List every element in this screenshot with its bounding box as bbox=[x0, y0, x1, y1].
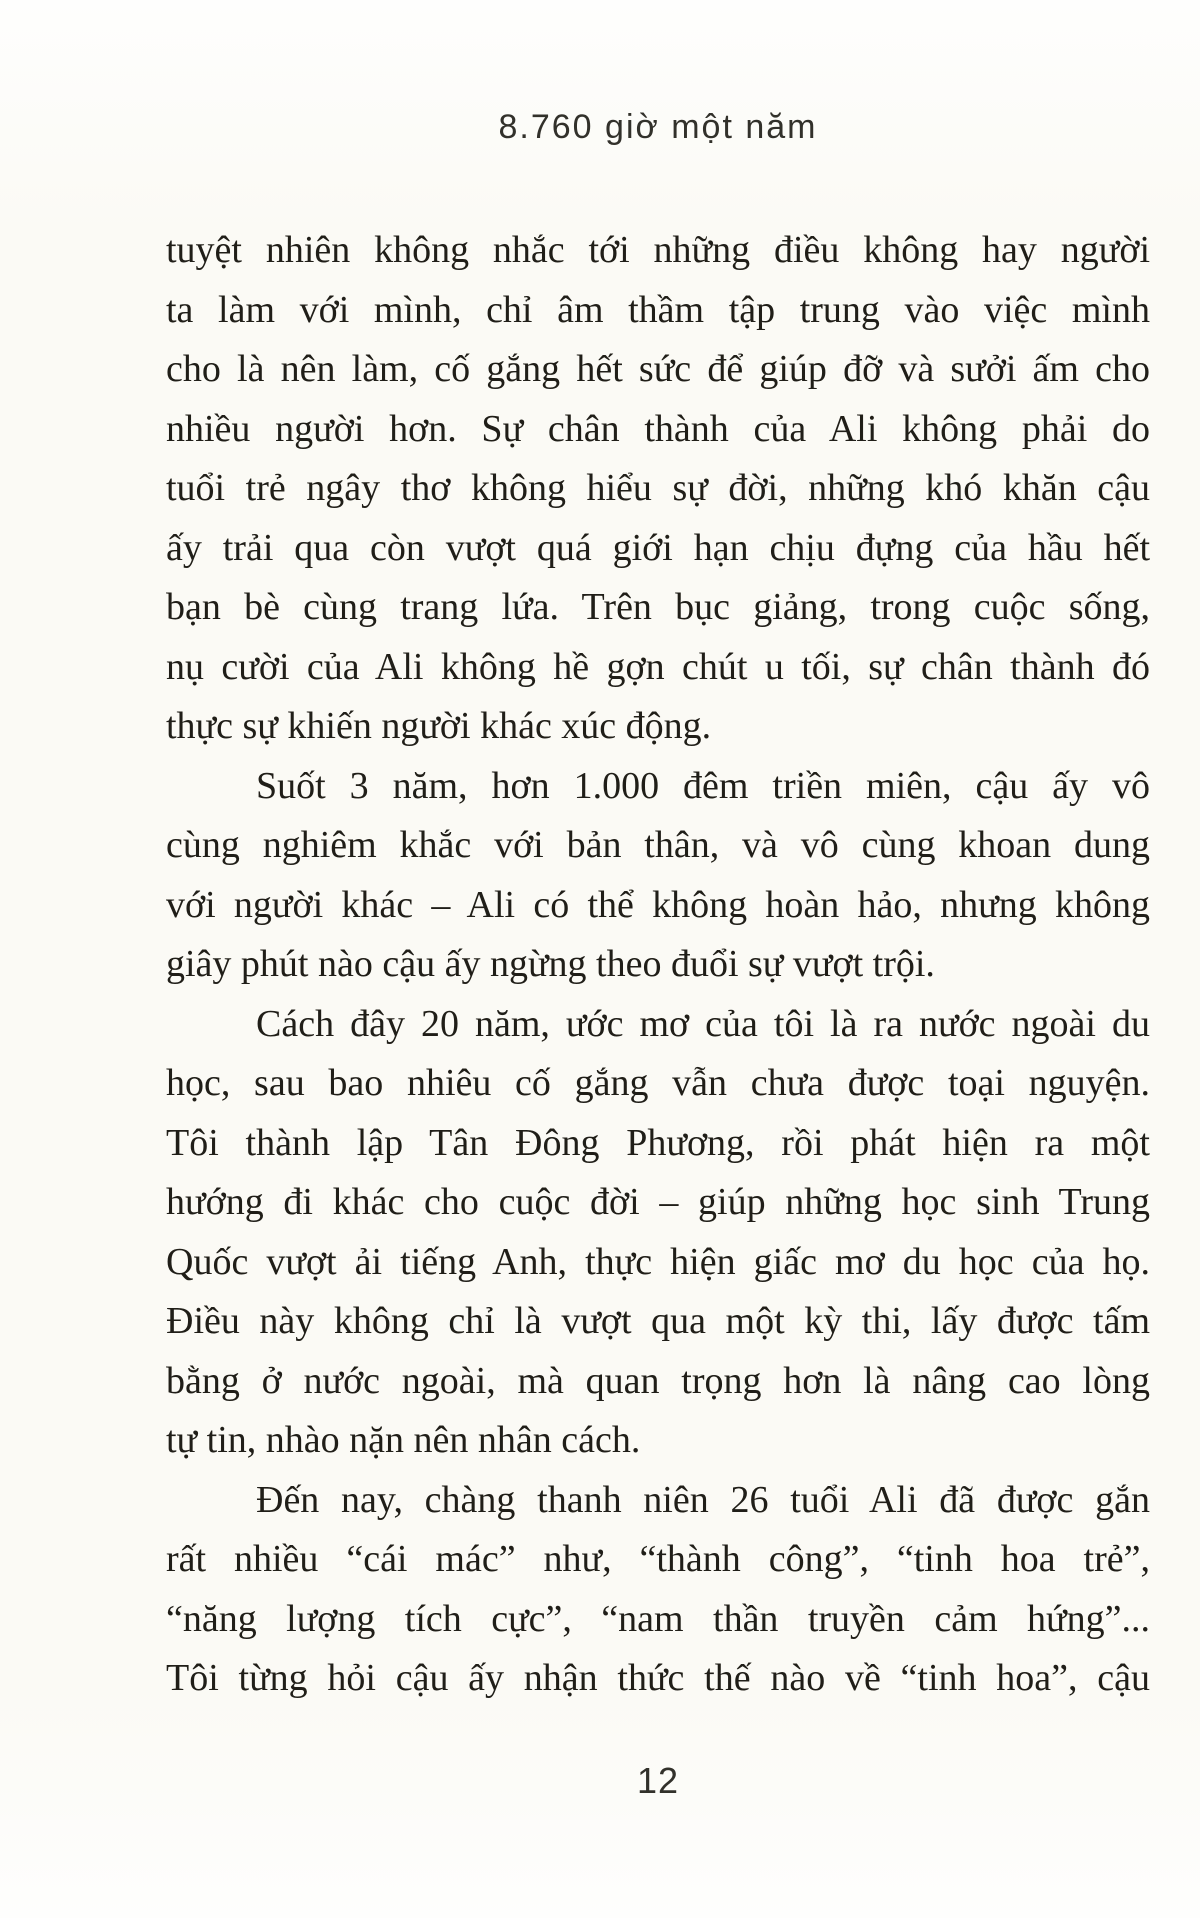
body-line: học, sau bao nhiêu cố gắng vẫn chưa được toại nguyện. bbox=[166, 1062, 1150, 1104]
body-line: với người khác – Ali có thể không hoàn hảo, nhưng không bbox=[166, 883, 1150, 926]
body-line: tự tin, nhào nặn nên nhân cách. bbox=[166, 1419, 641, 1461]
body-line: cùng nghiêm khắc với bản thân, và vô cùng khoan dung bbox=[166, 824, 1150, 866]
page-number: 12 bbox=[636, 1760, 680, 1801]
body-line: ấy trải qua còn vượt quá giới hạn chịu đựng của hầu hết bbox=[166, 526, 1150, 569]
body-line: tuổi trẻ ngây thơ không hiểu sự đời, những khó khăn cậu bbox=[166, 467, 1150, 509]
body-line: rất nhiều “cái mác” như, “thành công”, “tinh hoa trẻ”, bbox=[166, 1538, 1150, 1580]
body-line: Cách đây 20 năm, ước mơ của tôi là ra nước ngoài du bbox=[256, 1002, 1150, 1045]
body-line: Tôi từng hỏi cậu ấy nhận thức thế nào về “tinh hoa”, cậu bbox=[166, 1657, 1150, 1699]
body-text bbox=[166, 221, 1150, 1709]
body-line: thực sự khiến người khác xúc động. bbox=[166, 705, 712, 747]
body-line: bằng ở nước ngoài, mà quan trọng hơn là nâng cao lòng bbox=[166, 1359, 1150, 1402]
body-line: bạn bè cùng trang lứa. Trên bục giảng, trong cuộc sống, bbox=[166, 586, 1150, 628]
body-line: giây phút nào cậu ấy ngừng theo đuổi sự vượt trội. bbox=[166, 943, 935, 985]
body-line: Đến nay, chàng thanh niên 26 tuổi Ali đã được gắn bbox=[256, 1478, 1150, 1521]
body-line: hướng đi khác cho cuộc đời – giúp những học sinh Trung bbox=[166, 1181, 1150, 1223]
body-line: Quốc vượt ải tiếng Anh, thực hiện giấc mơ du học của họ. bbox=[166, 1240, 1150, 1283]
body-line: tuyệt nhiên không nhắc tới những điều không hay người bbox=[166, 229, 1150, 271]
body-line: Điều này không chỉ là vượt qua một kỳ thi, lấy được tấm bbox=[166, 1300, 1150, 1342]
body-line: Suốt 3 năm, hơn 1.000 đêm triền miên, cậu ấy vô bbox=[256, 764, 1150, 807]
body-line: cho là nên làm, cố gắng hết sức để giúp đỡ và sưởi ấm cho bbox=[166, 348, 1150, 390]
body-line: nụ cười của Ali không hề gợn chút u tối, sự chân thành đó bbox=[166, 645, 1150, 688]
running-header: 8.760 giờ một năm bbox=[498, 108, 818, 146]
body-line: ta làm với mình, chỉ âm thầm tập trung vào việc mình bbox=[166, 288, 1150, 331]
body-line: “năng lượng tích cực”, “nam thần truyền cảm hứng”... bbox=[166, 1597, 1150, 1640]
body-line: nhiều người hơn. Sự chân thành của Ali không phải do bbox=[166, 407, 1150, 450]
body-line: Tôi thành lập Tân Đông Phương, rồi phát hiện ra một bbox=[166, 1121, 1150, 1164]
